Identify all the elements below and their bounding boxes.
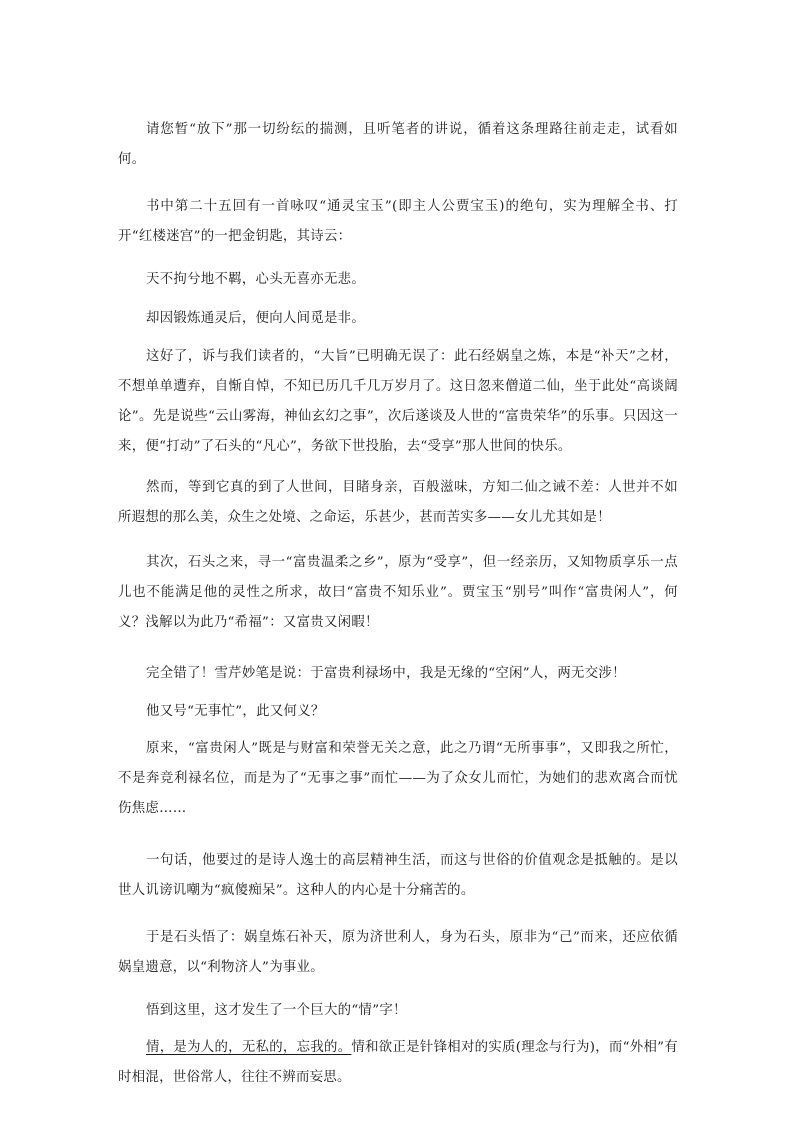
paragraph-8: 原来，“富贵闲人”既是与财富和荣誉无关之意，此之乃谓“无所事事”，又即我之所忙，不是奔竞利禄名位，而是为了“无事之事”而忙——为了众女儿而忙，为她们的悲欢离合而忧伤焦虑……: [118, 741, 678, 816]
paragraph-4: 然而，等到它真的到了人世间，目睹身亲，百般滋味，方知二仙之诫不差：人世并不如所遐想的那么美，众生之处境、之命运，乐甚少，甚而苦实多——女儿尤其如是！: [118, 480, 678, 525]
poem-line-2: 却因锻炼通灵后，便向人间觅是非。: [146, 311, 366, 326]
paragraph-11: 悟到这里，这才发生了一个巨大的“情”字！: [146, 1003, 407, 1018]
poem-line-1: 天不拘兮地不羁，心头无喜亦无悲。: [146, 272, 366, 287]
paragraph-12: [118, 1033, 678, 1093]
paragraph-2: 书中第二十五回有一首咏叹“通灵宝玉”(即主人公贾宝玉)的绝句，实为理解全书、打开“红楼迷宫”的一把金钥匙，其诗云：: [118, 199, 678, 244]
paragraph-9: 一句话，他要过的是诗人逸士的高层精神生活，而这与世俗的价值观念是抵触的。是以世人讥谤讥嘲为“疯傻痴呆”。这种人的内心是十分痛苦的。: [118, 853, 678, 898]
paragraph-5: 其次，石头之来，寻一“富贵温柔之乡”，原为“受享”，但一经亲历，又知物质享乐一点儿也不能满足他的灵性之所求，故曰“富贵不知乐业”。贾宝玉“别号”叫作“富贵闲人”，何义？浅解以为此乃“希福”：又富贵又闲暇！: [118, 555, 678, 630]
paragraph-1: 请您暂“放下”那一切纷纭的揣测，且听笔者的讲说，循着这条理路往前走走，试看如何。: [118, 122, 678, 167]
paragraph-10: 于是石头悟了：娲皇炼石补天，原为济世利人，身为石头，原非为“己”而来，还应依循娲皇遗意，以“利物济人”为事业。: [118, 930, 678, 975]
paragraph-6: 完全错了！雪芹妙笔是说：于富贵利禄场中，我是无缘的“空闲”人，两无交涉！: [146, 666, 626, 681]
paragraph-7: 他又号“无事忙”，此又何义？: [146, 704, 325, 719]
underlined-phrase: 情，是为人的，无私的，忘我的。: [146, 1040, 352, 1055]
paragraph-3: 这好了，诉与我们读者的，“大旨”已明确无误了：此石经娲皇之炼，本是“补天”之材，不想单单遭弃，自惭自悼，不知已历几千几万岁月了。这日忽来僧道二仙，坐于此处“高谈阔论”。先是说些“云山雾海，神仙玄幻之事”，次后遂谈及人世的“富贵荣华”的乐事。只因这一来，便“打动”了石头的“凡心”，务欲下世投胎，去“受享”那人世间的快乐。: [118, 349, 678, 454]
paragraph-12-rest: 情和欲正是针锋相对的实质(理念与行为)，而“外相”有时相混，世俗常人，往往不辨而妄思。: [118, 1040, 678, 1085]
